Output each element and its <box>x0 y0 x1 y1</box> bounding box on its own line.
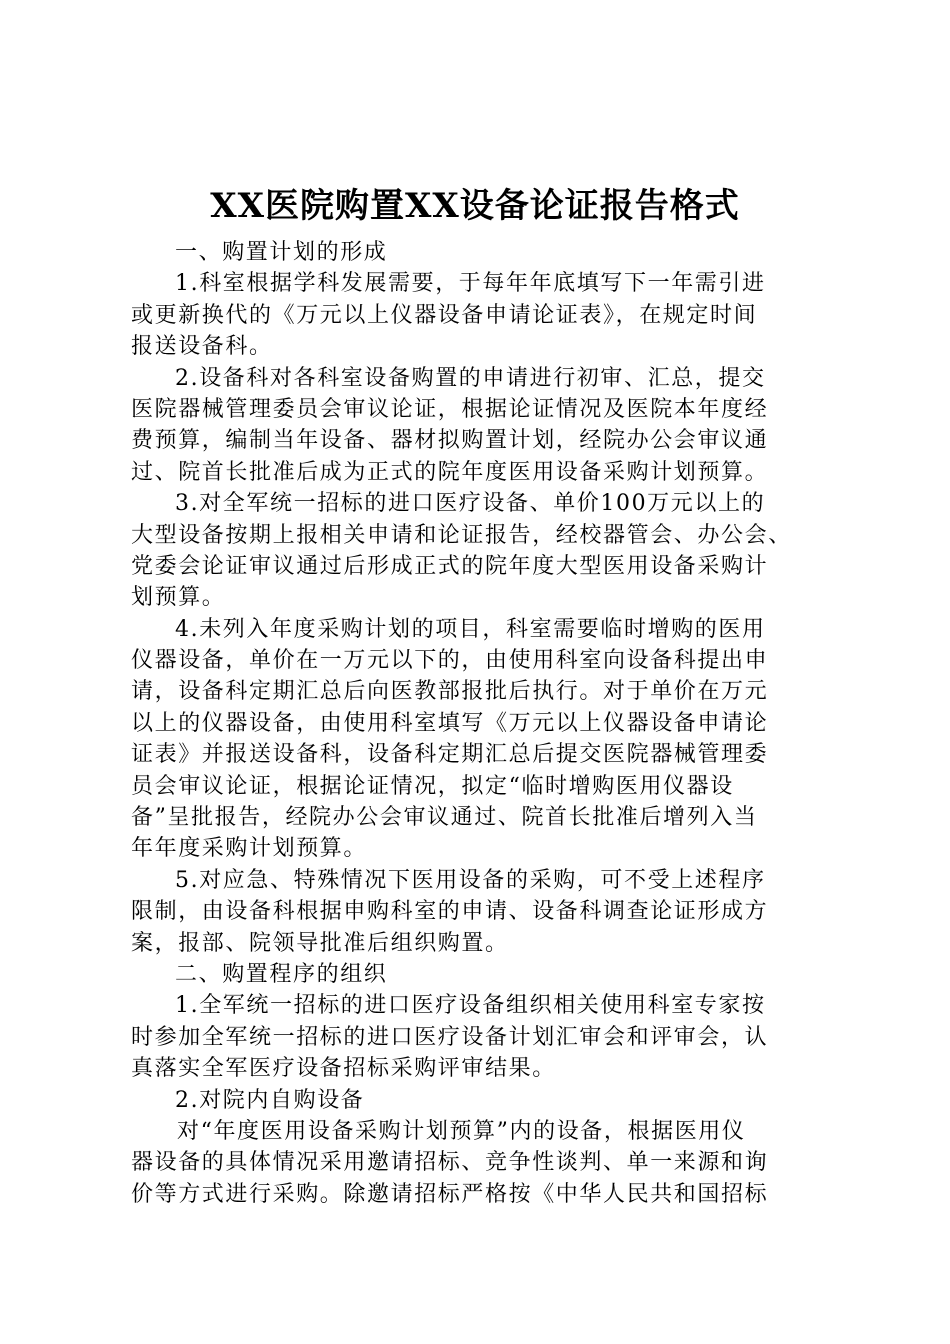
text-line: 备”呈批报告，经院办公会审议通过、院首长批准后增列入当 <box>131 805 758 831</box>
text-line: 真落实全军医疗设备招标采购评审结果。 <box>131 1056 556 1082</box>
text-line: 5.对应急、特殊情况下医用设备的采购，可不受上述程序 <box>175 867 766 893</box>
text-line: 4.未列入年度采购计划的项目，科室需要临时增购的医用 <box>175 616 766 642</box>
text-line: 划预算。 <box>131 585 226 611</box>
text-line: 党委会论证审议通过后形成正式的院年度大型医用设备采购计 <box>131 553 769 579</box>
text-line: 2.设备科对各科室设备购置的申请进行初审、汇总，提交 <box>175 365 766 391</box>
text-line: 时参加全军统一招标的进口医疗设备计划汇审会和评审会，认 <box>131 1024 769 1050</box>
document-body <box>131 237 831 1210</box>
text-line: 大型设备按期上报相关申请和论证报告，经校器管会、办公会、 <box>131 522 792 548</box>
text-line: 证表》并报送设备科，设备科定期汇总后提交医院器械管理委 <box>131 742 769 768</box>
text-line: 或更新换代的《万元以上仪器设备申请论证表》，在规定时间 <box>131 302 758 328</box>
text-line: 医院器械管理委员会审议论证，根据论证情况及医院本年度经 <box>131 396 769 422</box>
text-line: 限制，由设备科根据申购科室的申请、设备科调查论证形成方 <box>131 899 769 925</box>
document-title: XX医院购置XX设备论证报告格式 <box>210 186 740 226</box>
text-line: 价等方式进行采购。除邀请招标严格按《中华人民共和国招标 <box>131 1181 769 1207</box>
text-line: 费预算，编制当年设备、器材拟购置计划，经院办公会审议通 <box>131 428 769 454</box>
text-line: 3.对全军统一招标的进口医疗设备、单价100万元以上的 <box>175 491 766 517</box>
text-line: 员会审议论证，根据论证情况，拟定“临时增购医用仪器设 <box>131 773 734 799</box>
text-line: 二、购置程序的组织 <box>175 961 388 987</box>
text-line: 请，设备科定期汇总后向医教部报批后执行。对于单价在万元 <box>131 679 769 705</box>
text-line: 2.对院内自购设备 <box>175 1087 365 1113</box>
text-line: 对“年度医用设备采购计划预算”内的设备，根据医用仪 <box>177 1118 746 1144</box>
text-line: 年年度采购计划预算。 <box>131 836 368 862</box>
text-line: 案，报部、院领导批准后组织购置。 <box>131 930 509 956</box>
text-line: 一、购置计划的形成 <box>175 240 388 265</box>
text-line: 1.科室根据学科发展需要，于每年年底填写下一年需引进 <box>175 271 766 297</box>
text-line: 器设备的具体情况采用邀请招标、竞争性谈判、单一来源和询 <box>131 1150 769 1176</box>
text-line: 以上的仪器设备，由使用科室填写《万元以上仪器设备申请论 <box>131 710 769 736</box>
text-line: 仪器设备，单价在一万元以下的，由使用科室向设备科提出申 <box>131 648 769 674</box>
text-line: 1.全军统一招标的进口医疗设备组织相关使用科室专家按 <box>175 993 766 1019</box>
text-line: 报送设备科。 <box>131 334 273 360</box>
text-line: 过、院首长批准后成为正式的院年度医用设备采购计划预算。 <box>131 459 769 485</box>
